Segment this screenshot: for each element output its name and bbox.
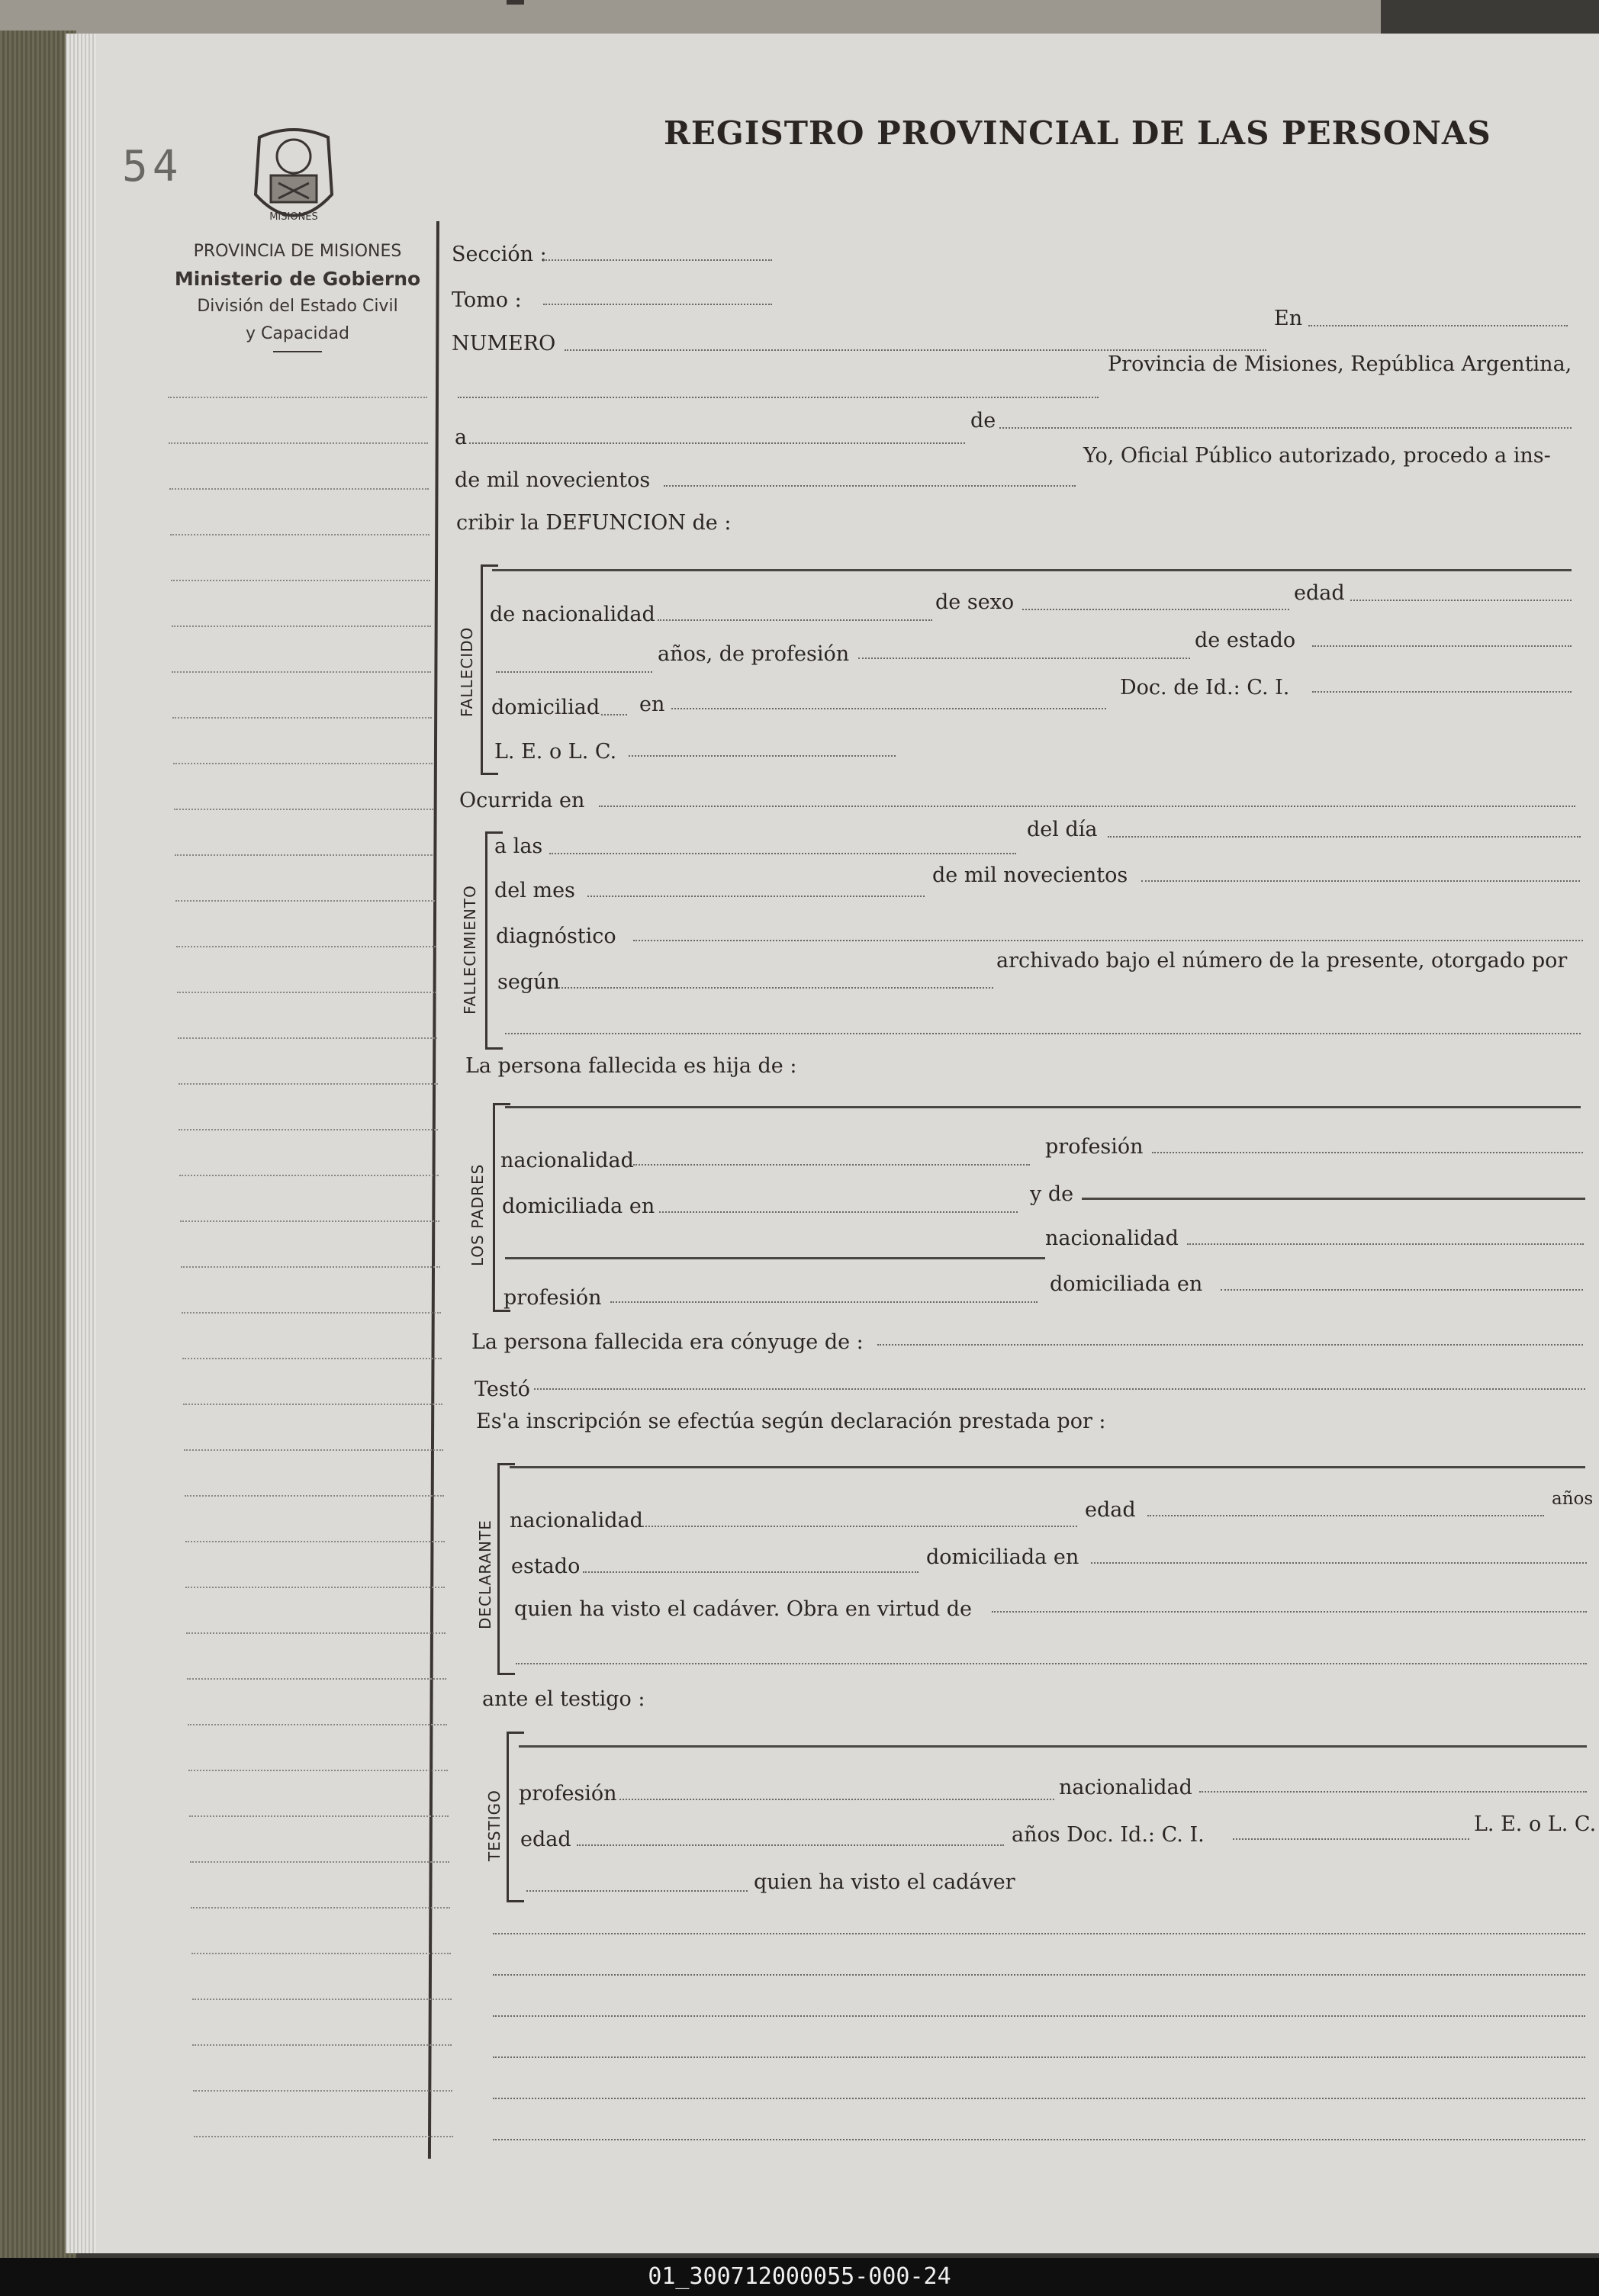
testigo-nacionalidad-field[interactable] [1199, 1791, 1587, 1793]
margin-note-line[interactable] [190, 1861, 449, 1863]
testo-label: Testó [475, 1378, 530, 1401]
obra-field[interactable] [992, 1611, 1587, 1613]
margin-note-line[interactable] [169, 488, 429, 490]
margin-note-line[interactable] [185, 1495, 444, 1497]
domicilio-field[interactable] [671, 708, 1106, 709]
estado-field[interactable] [1312, 645, 1572, 647]
madre-profesion-label: profesión [504, 1286, 602, 1310]
dia-field[interactable] [1108, 836, 1581, 838]
hora-field[interactable] [549, 853, 1016, 854]
margin-note-line[interactable] [185, 1587, 445, 1588]
fallec-mil-label: de mil novecientos [932, 863, 1128, 887]
margin-note-line[interactable] [171, 580, 430, 581]
conyuge-field[interactable] [877, 1344, 1583, 1346]
tomo-field[interactable] [543, 304, 772, 305]
page-title: REGISTRO PROVINCIAL DE LAS PERSONAS [664, 114, 1491, 152]
declarante-nacionalidad-field[interactable] [642, 1526, 1077, 1527]
testigo-visto-text: quien ha visto el cadáver [754, 1870, 1015, 1894]
testigo-edad-field[interactable] [577, 1844, 1004, 1846]
ocurrida-label: Ocurrida en [459, 789, 585, 812]
closing-note-line[interactable] [493, 1974, 1585, 1976]
top-edge [0, 0, 1381, 34]
place-field[interactable] [458, 397, 1099, 398]
conyuge-label: La persona fallecida era cónyuge de : [471, 1330, 864, 1354]
margin-note-line[interactable] [179, 1175, 439, 1176]
de-field[interactable] [999, 427, 1572, 429]
year-field[interactable] [664, 485, 1076, 487]
margin-note-line[interactable] [183, 1404, 442, 1405]
domicilio-en-label: en [639, 693, 665, 716]
margin-note-line[interactable] [169, 442, 428, 444]
margin-note-line[interactable] [191, 1953, 451, 1954]
madre-profesion-field[interactable] [610, 1301, 1038, 1303]
domicilio-label: domiciliad [491, 696, 600, 719]
page-stack-edge [66, 34, 96, 2253]
seccion-field[interactable] [543, 259, 772, 261]
image-filename-label: 01_300712000055-000-24 [0, 2258, 1599, 2296]
margin-note-line[interactable] [192, 1999, 452, 2000]
margin-note-line[interactable] [186, 1632, 446, 1634]
seal-text: MISIONES [269, 211, 318, 223]
margin-note-line[interactable] [185, 1541, 445, 1542]
margin-note-line[interactable] [193, 2090, 452, 2092]
margin-note-line[interactable] [176, 946, 436, 947]
margin-note-line[interactable] [182, 1358, 442, 1359]
del-mes-label: del mes [494, 879, 575, 902]
segun-field[interactable] [558, 987, 993, 989]
padre-profesion-label: profesión [1045, 1135, 1144, 1159]
margin-note-line[interactable] [184, 1449, 443, 1451]
ministry-province: PROVINCIA DE MISIONES [193, 242, 402, 261]
inscribir-text: cribir la DEFUNCION de : [456, 511, 732, 535]
domicilio-suffix-field[interactable] [601, 714, 627, 715]
declarante-label: DECLARANTE [476, 1519, 494, 1629]
testigo-doc-field[interactable] [1233, 1838, 1469, 1840]
ocurrida-field[interactable] [599, 806, 1575, 807]
ministry-division: División del Estado Civil [197, 297, 398, 316]
estado-label: de estado [1195, 629, 1296, 652]
testigo-intro-label: ante el testigo : [482, 1687, 645, 1711]
anios-field[interactable] [496, 671, 652, 673]
madre-domicilio-field[interactable] [1221, 1289, 1583, 1291]
sexo-label: de sexo [935, 590, 1015, 614]
provincial-seal-icon [244, 122, 343, 236]
margin-note-line[interactable] [175, 900, 435, 902]
testigo-doc-label: años Doc. Id.: C. I. [1012, 1823, 1205, 1847]
le-label: L. E. o L. C. [494, 740, 617, 764]
margin-note-line[interactable] [181, 1266, 440, 1268]
nacionalidad-field[interactable] [658, 619, 932, 621]
obra-continued-field[interactable] [516, 1663, 1587, 1664]
margin-note-line[interactable] [188, 1724, 447, 1725]
margin-note-line[interactable] [172, 717, 432, 719]
y-de-label: y de [1030, 1182, 1074, 1206]
padre-profesion-field[interactable] [1152, 1152, 1583, 1153]
anios-profesion-label: años, de profesión [658, 642, 850, 666]
doc-field[interactable] [1312, 691, 1572, 693]
madre-name-continued-field[interactable] [505, 1257, 1045, 1259]
madre-domicilio-label: domiciliada en [1050, 1272, 1203, 1296]
padres-label: LOS PADRES [468, 1163, 487, 1266]
closing-note-line[interactable] [493, 2139, 1585, 2140]
closing-note-line[interactable] [493, 2098, 1585, 2099]
profesion-field[interactable] [858, 658, 1190, 659]
ministry-name: Ministerio de Gobierno [174, 268, 421, 290]
margin-note-line[interactable] [191, 1907, 450, 1909]
diagnostico-label: diagnóstico [496, 925, 616, 948]
padre-name-field[interactable] [505, 1106, 1581, 1108]
testigo-bracket-frame [507, 1732, 524, 1902]
declarante-visto-text: quien ha visto el cadáver. Obra en virtud de [514, 1597, 973, 1621]
margin-note-line[interactable] [179, 1129, 438, 1130]
margin-note-line[interactable] [187, 1678, 446, 1680]
book-spine [0, 31, 76, 2258]
padre-domicilio-field[interactable] [659, 1211, 1018, 1213]
numero-field[interactable] [565, 349, 1266, 351]
margin-note-line[interactable] [172, 625, 431, 627]
testigo-edad-label: edad [520, 1828, 571, 1851]
margin-note-line[interactable] [179, 1083, 438, 1085]
doc-label: Doc. de Id.: C. I. [1120, 676, 1290, 699]
margin-note-line[interactable] [178, 1037, 437, 1039]
hija-label: La persona fallecida es hija de : [465, 1054, 797, 1078]
fallec-year-field[interactable] [1141, 880, 1580, 882]
margin-note-line[interactable] [189, 1815, 449, 1817]
de-label: de [970, 409, 996, 433]
madre-nacionalidad-label: nacionalidad [1045, 1227, 1179, 1250]
oficial-text: Yo, Oficial Público autorizado, procedo a ins- [1083, 444, 1551, 468]
declarante-estado-label: estado [511, 1555, 581, 1578]
a-las-label: a las [494, 834, 543, 858]
padre-domicilio-label: domiciliada en [502, 1195, 655, 1218]
closing-note-line[interactable] [493, 2056, 1585, 2058]
margin-note-line[interactable] [175, 854, 434, 856]
ministry-rule [273, 351, 322, 352]
otorgado-field[interactable] [505, 1033, 1581, 1034]
declarante-anios-label: años [1552, 1489, 1594, 1509]
testigo-profesion-label: profesión [519, 1782, 617, 1806]
margin-note-line[interactable] [170, 534, 430, 535]
margin-note-line[interactable] [194, 2136, 453, 2137]
padre-nacionalidad-label: nacionalidad [500, 1149, 634, 1172]
le-field[interactable] [629, 755, 896, 757]
ministry-capacity: y Capacidad [246, 324, 349, 343]
margin-note-line[interactable] [173, 763, 433, 764]
testo-field[interactable] [534, 1388, 1585, 1390]
seccion-label: Sección : [452, 243, 547, 266]
numero-label: NUMERO [452, 332, 556, 355]
margin-note-line[interactable] [177, 992, 436, 993]
fallecido-name-field[interactable] [492, 569, 1572, 571]
edad-field[interactable] [1350, 600, 1572, 601]
ministry-block [153, 238, 442, 352]
provincia-text: Provincia de Misiones, República Argentina, [1108, 352, 1572, 376]
madre-name-field[interactable] [1082, 1198, 1585, 1200]
tomo-label: Tomo : [452, 288, 522, 312]
testigo-profesion-field[interactable] [619, 1799, 1054, 1800]
declarante-domicilio-field[interactable] [1091, 1562, 1587, 1564]
declarante-edad-label: edad [1085, 1498, 1136, 1522]
page-number: 54 [122, 142, 183, 191]
diagnostico-field[interactable] [633, 940, 1583, 941]
declarante-nacionalidad-label: nacionalidad [510, 1509, 643, 1532]
a-label: a [455, 426, 468, 449]
testigo-bracket [507, 0, 524, 5]
margin-note-line[interactable] [168, 397, 427, 398]
testigo-nacionalidad-label: nacionalidad [1059, 1776, 1192, 1799]
fallecido-label: FALLECIDO [458, 626, 476, 717]
testigo-visto-field[interactable] [526, 1890, 748, 1892]
margin-note-line[interactable] [180, 1220, 439, 1222]
testigo-name-field[interactable] [519, 1745, 1587, 1748]
sexo-field[interactable] [1022, 609, 1289, 610]
margin-note-line[interactable] [182, 1312, 441, 1314]
margin-note-line[interactable] [192, 2044, 452, 2046]
inscripcion-text: Es'a inscripción se efectúa según declaración prestada por : [476, 1410, 1106, 1433]
closing-note-line[interactable] [493, 2015, 1585, 2017]
margin-note-line[interactable] [174, 809, 433, 810]
margin-note-line[interactable] [172, 671, 431, 673]
edad-label: edad [1294, 581, 1345, 605]
closing-note-line[interactable] [493, 1933, 1585, 1934]
madre-nacionalidad-field[interactable] [1187, 1243, 1584, 1245]
declarante-estado-field[interactable] [583, 1571, 919, 1573]
en-field[interactable] [1308, 325, 1568, 326]
margin-notes [168, 397, 442, 2151]
nacionalidad-label: de nacionalidad [490, 603, 655, 626]
del-dia-label: del día [1027, 818, 1098, 841]
testigo-le-label: L. E. o L. C. [1474, 1812, 1597, 1836]
padre-nacionalidad-field[interactable] [633, 1164, 1030, 1166]
en-label: En [1274, 307, 1303, 330]
declarante-edad-field[interactable] [1147, 1515, 1544, 1516]
testigo-label: TESTIGO [485, 1790, 504, 1861]
mes-field[interactable] [587, 896, 925, 897]
declarante-domicilio-label: domiciliada en [926, 1545, 1079, 1569]
margin-note-line[interactable] [188, 1770, 448, 1771]
segun-label: según [497, 970, 560, 994]
fallecimiento-label: FALLECIMIENTO [461, 885, 479, 1015]
declarante-name-field[interactable] [510, 1466, 1585, 1468]
archivado-text: archivado bajo el número de la presente, otorgado por [996, 949, 1568, 973]
a-field[interactable] [469, 442, 965, 444]
mil-label: de mil novecientos [455, 468, 651, 492]
